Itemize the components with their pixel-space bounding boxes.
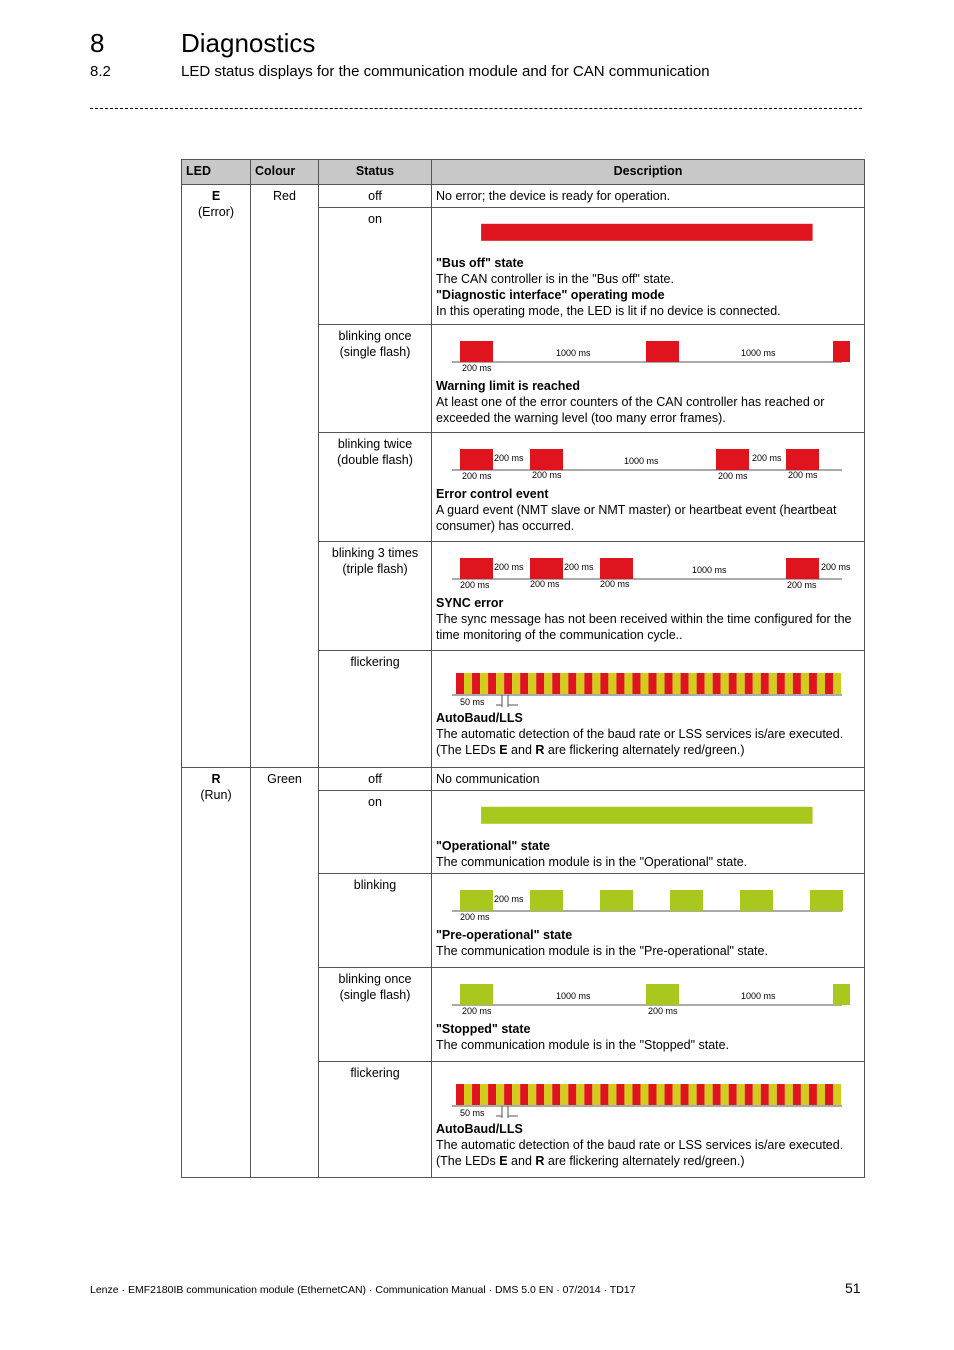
flicker-segment — [640, 1084, 648, 1105]
label-200ms: 200 ms — [462, 471, 492, 481]
header-colour: Colour — [251, 160, 319, 185]
description-heading: "Pre-operational" state — [436, 928, 573, 942]
label-200ms: 200 ms — [460, 580, 490, 590]
chapter-title: Diagnostics — [181, 28, 316, 58]
flicker-segment — [777, 673, 785, 694]
flicker-segment — [793, 673, 801, 694]
status-sublabel: (single flash) — [339, 988, 411, 1002]
flicker-segment — [480, 1084, 488, 1105]
description-cell — [432, 325, 865, 433]
flicker-segment — [713, 1084, 721, 1105]
timing-diagram-double — [446, 442, 846, 482]
description-cell — [432, 433, 865, 542]
led-cell — [182, 768, 251, 1178]
description-heading: "Diagnostic interface" operating mode — [436, 288, 665, 302]
flicker-segment — [632, 1084, 640, 1105]
flicker-segment — [793, 1084, 801, 1105]
flicker-segment — [681, 1084, 689, 1105]
flicker-segment — [584, 673, 592, 694]
flicker-segment — [657, 673, 665, 694]
flicker-note-text: (The LEDs — [436, 743, 500, 757]
flicker-segment — [737, 1084, 745, 1105]
colour-name: Red — [273, 189, 296, 203]
flicker-segment — [520, 1084, 528, 1105]
flicker-segment — [560, 1084, 568, 1105]
page-number: 51 — [845, 1280, 861, 1296]
flicker-segment — [769, 673, 777, 694]
status-cell — [319, 1062, 432, 1178]
flicker-segment — [624, 1084, 632, 1105]
label-1000ms: 1000 ms — [741, 348, 776, 358]
flicker-segment — [649, 673, 657, 694]
flicker-segment — [689, 1084, 697, 1105]
flicker-segment — [568, 1084, 576, 1105]
flicker-segment — [616, 673, 624, 694]
flicker-segment — [560, 673, 568, 694]
description-cell — [432, 208, 865, 325]
description-cell — [432, 968, 865, 1062]
flicker-segment — [745, 673, 753, 694]
flicker-segment — [649, 1084, 657, 1105]
pulse — [600, 890, 633, 911]
status-label: flickering — [350, 1066, 400, 1080]
flicker-segment — [665, 1084, 673, 1105]
flicker-segment — [512, 1084, 520, 1105]
flicker-segment — [729, 1084, 737, 1105]
label-200ms: 200 ms — [564, 562, 594, 572]
header-description: Description — [432, 160, 865, 185]
label-200ms: 200 ms — [821, 562, 851, 572]
pulse — [786, 558, 819, 579]
flicker-segment — [496, 673, 504, 694]
section-title: LED status displays for the communication module and for CAN communication — [181, 63, 710, 80]
led-subtitle: (Error) — [197, 205, 235, 219]
flicker-segment — [640, 673, 648, 694]
status-sublabel: (triple flash) — [342, 562, 408, 576]
flicker-segment — [488, 673, 496, 694]
description-heading: Error control event — [436, 487, 549, 501]
pulse — [833, 341, 850, 362]
timing-diagram-single — [446, 334, 846, 374]
flicker-segment — [472, 1084, 480, 1105]
pulse — [600, 558, 633, 579]
label-200ms: 200 ms — [494, 453, 524, 463]
chapter-number: 8 — [90, 28, 105, 58]
flicker-segment — [785, 673, 793, 694]
led-on-bar — [481, 224, 812, 241]
flicker-segment — [576, 1084, 584, 1105]
label-200ms: 200 ms — [600, 579, 630, 589]
pulse — [460, 341, 493, 362]
flicker-segment — [817, 673, 825, 694]
flicker-segment — [785, 1084, 793, 1105]
label-200ms: 200 ms — [788, 470, 818, 480]
flicker-segment — [624, 673, 632, 694]
label-1000ms: 1000 ms — [692, 565, 727, 575]
flicker-segment — [665, 673, 673, 694]
label-200ms: 200 ms — [462, 363, 492, 373]
pulse — [833, 984, 850, 1005]
flicker-segment — [705, 673, 713, 694]
flicker-segment — [833, 673, 841, 694]
led-name: E — [211, 189, 221, 203]
flicker-segment — [536, 1084, 544, 1105]
flicker-segment — [721, 673, 729, 694]
flicker-note-led-r: R — [535, 743, 545, 757]
description-text: A guard event (NMT slave or NMT master) or heartbeat event (heartbeat consumer) has occurred. — [436, 503, 837, 533]
led-on-bar — [481, 807, 812, 824]
pulse — [810, 890, 843, 911]
pulse — [646, 984, 679, 1005]
description-text: The automatic detection of the baud rate or LSS services is/are executed. — [436, 727, 844, 741]
flicker-note-text: are flickering alternately red/green.) — [544, 1154, 745, 1168]
led-subtitle: (Run) — [200, 788, 232, 802]
pulse — [460, 449, 493, 470]
status-label: off — [368, 772, 382, 786]
status-label: on — [368, 212, 382, 226]
led-name: R — [211, 772, 221, 786]
flicker-segment — [673, 1084, 681, 1105]
status-label: blinking once — [338, 972, 412, 986]
flicker-segment — [721, 1084, 729, 1105]
flicker-segment — [673, 673, 681, 694]
label-200ms: 200 ms — [462, 1006, 492, 1016]
status-cell — [319, 791, 432, 874]
label-1000ms: 1000 ms — [556, 348, 591, 358]
label-200ms: 200 ms — [648, 1006, 678, 1016]
description-cell — [432, 651, 865, 768]
flicker-note-led-r: R — [535, 1154, 545, 1168]
led-status-table — [181, 159, 865, 1178]
flicker-note-text: and — [507, 1154, 536, 1168]
flicker-segment — [825, 673, 833, 694]
flicker-segment — [456, 1084, 464, 1105]
description-heading: "Stopped" state — [436, 1022, 531, 1036]
status-sublabel: (single flash) — [339, 345, 411, 359]
pulse — [646, 341, 679, 362]
timing-diagram-triple — [446, 551, 851, 591]
description-text: The communication module is in the "Operational" state. — [436, 855, 748, 869]
description-cell — [432, 1062, 865, 1178]
status-cell — [319, 542, 432, 651]
timing-diagram-flicker — [446, 1071, 846, 1117]
flicker-segment — [713, 673, 721, 694]
flicker-segment — [801, 673, 809, 694]
flicker-segment — [584, 1084, 592, 1105]
label-1000ms: 1000 ms — [624, 456, 659, 466]
status-cell — [319, 651, 432, 768]
pulse — [460, 984, 493, 1005]
flicker-note-text: and — [507, 743, 536, 757]
flicker-segment — [528, 1084, 536, 1105]
flicker-note-text: are flickering alternately red/green.) — [544, 743, 745, 757]
description-text: The sync message has not been received within the time configured for the time monitoring of the communication cycle.. — [436, 612, 852, 642]
flicker-segment — [729, 673, 737, 694]
flicker-segment — [552, 1084, 560, 1105]
description-cell — [432, 768, 865, 791]
flicker-segment — [576, 673, 584, 694]
flicker-segment — [600, 1084, 608, 1105]
label-200ms: 200 ms — [530, 579, 560, 589]
flicker-segment — [833, 1084, 841, 1105]
colour-cell — [251, 768, 319, 1178]
description-heading: AutoBaud/LLS — [436, 1122, 523, 1136]
flicker-segment — [697, 1084, 705, 1105]
flicker-segment — [592, 1084, 600, 1105]
pulse — [670, 890, 703, 911]
flicker-segment — [753, 673, 761, 694]
flicker-note-led-e: E — [499, 743, 508, 757]
flicker-segment — [528, 673, 536, 694]
status-cell — [319, 768, 432, 791]
label-1000ms: 1000 ms — [556, 991, 591, 1001]
label-200ms: 200 ms — [494, 894, 524, 904]
flicker-segment — [632, 673, 640, 694]
description-cell — [432, 185, 865, 208]
status-label: blinking twice — [337, 437, 413, 451]
flicker-segment — [809, 1084, 817, 1105]
flicker-segment — [769, 1084, 777, 1105]
status-cell — [319, 874, 432, 968]
flicker-segment — [608, 673, 616, 694]
flicker-segment — [568, 673, 576, 694]
description-text: The automatic detection of the baud rate or LSS services is/are executed. — [436, 1138, 844, 1152]
flicker-segment — [777, 1084, 785, 1105]
flicker-segment — [761, 673, 769, 694]
label-50ms: 50 ms — [460, 697, 485, 707]
description-text: The communication module is in the "Stopped" state. — [436, 1038, 730, 1052]
flicker-segment — [825, 1084, 833, 1105]
footer-text: Lenze · EMF2180IB communication module (EthernetCAN) · Communication Manual · DMS 5.0 EN · 07/2014 · TD17 — [90, 1284, 636, 1296]
flicker-segment — [761, 1084, 769, 1105]
description-heading: "Operational" state — [436, 839, 550, 853]
section-number: 8.2 — [90, 63, 111, 80]
flicker-segment — [657, 1084, 665, 1105]
pulse — [716, 449, 749, 470]
flicker-segment — [480, 673, 488, 694]
status-label: flickering — [350, 655, 400, 669]
description-text: The CAN controller is in the "Bus off" state. — [436, 272, 674, 286]
flicker-segment — [697, 673, 705, 694]
flicker-segment — [464, 1084, 472, 1105]
flicker-segment — [753, 1084, 761, 1105]
flicker-segment — [456, 673, 464, 694]
flicker-segment — [681, 673, 689, 694]
status-cell — [319, 185, 432, 208]
description-cell — [432, 791, 865, 874]
pulse — [530, 558, 563, 579]
label-200ms: 200 ms — [752, 453, 782, 463]
status-label: blinking once — [338, 329, 412, 343]
label-200ms: 200 ms — [460, 912, 490, 922]
flicker-segment — [488, 1084, 496, 1105]
status-cell — [319, 325, 432, 433]
flicker-segment — [504, 1084, 512, 1105]
description-text: At least one of the error counters of the CAN controller has reached or exceeded the warning level (too many error frames). — [436, 395, 825, 425]
flicker-segment — [544, 673, 552, 694]
flicker-segment — [801, 1084, 809, 1105]
timing-diagram-solid — [446, 800, 846, 834]
header-divider — [90, 108, 862, 109]
flicker-segment — [536, 673, 544, 694]
timing-diagram-blink — [446, 883, 846, 923]
description-heading: AutoBaud/LLS — [436, 711, 523, 725]
flicker-segment — [520, 673, 528, 694]
timing-diagram-single — [446, 977, 846, 1017]
flicker-segment — [600, 673, 608, 694]
status-label: blinking — [353, 878, 397, 892]
status-label: blinking 3 times — [331, 546, 419, 560]
status-cell — [319, 208, 432, 325]
description-heading: Warning limit is reached — [436, 379, 581, 393]
pulse — [460, 558, 493, 579]
colour-cell — [251, 185, 319, 768]
table-row — [182, 768, 865, 791]
flicker-segment — [616, 1084, 624, 1105]
status-cell — [319, 968, 432, 1062]
flicker-segment — [504, 673, 512, 694]
flicker-segment — [552, 673, 560, 694]
flicker-segment — [472, 673, 480, 694]
header-led: LED — [182, 160, 251, 185]
led-cell — [182, 185, 251, 768]
pulse — [460, 890, 493, 911]
timing-diagram-flicker — [446, 660, 846, 706]
description-text: No error; the device is ready for operation. — [436, 189, 671, 203]
timing-diagram-solid — [446, 217, 846, 251]
status-label: off — [368, 189, 382, 203]
description-text: In this operating mode, the LED is lit if no device is connected. — [436, 304, 781, 318]
colour-name: Green — [267, 772, 302, 786]
flicker-segment — [705, 1084, 713, 1105]
description-text: The communication module is in the "Pre-operational" state. — [436, 944, 768, 958]
pulse — [786, 449, 819, 470]
description-cell — [432, 542, 865, 651]
flicker-segment — [745, 1084, 753, 1105]
flicker-segment — [809, 673, 817, 694]
pulse — [530, 449, 563, 470]
flicker-segment — [592, 673, 600, 694]
status-sublabel: (double flash) — [337, 453, 413, 467]
pulse — [530, 890, 563, 911]
label-50ms: 50 ms — [460, 1108, 485, 1118]
flicker-segment — [608, 1084, 616, 1105]
status-cell — [319, 433, 432, 542]
flicker-segment — [737, 673, 745, 694]
flicker-segment — [817, 1084, 825, 1105]
flicker-segment — [512, 673, 520, 694]
label-200ms: 200 ms — [718, 471, 748, 481]
flicker-note-text: (The LEDs — [436, 1154, 500, 1168]
label-200ms: 200 ms — [787, 580, 817, 590]
description-heading: "Bus off" state — [436, 256, 524, 270]
label-200ms: 200 ms — [494, 562, 524, 572]
header-status: Status — [319, 160, 432, 185]
label-1000ms: 1000 ms — [741, 991, 776, 1001]
flicker-segment — [496, 1084, 504, 1105]
status-label: on — [368, 795, 382, 809]
description-cell — [432, 874, 865, 968]
flicker-segment — [544, 1084, 552, 1105]
flicker-note-led-e: E — [499, 1154, 508, 1168]
flicker-segment — [689, 673, 697, 694]
table-row — [182, 185, 865, 208]
description-text: No communication — [436, 772, 540, 786]
label-200ms: 200 ms — [532, 470, 562, 480]
pulse — [740, 890, 773, 911]
description-heading: SYNC error — [436, 596, 504, 610]
flicker-segment — [464, 673, 472, 694]
table-header-row — [182, 160, 865, 185]
